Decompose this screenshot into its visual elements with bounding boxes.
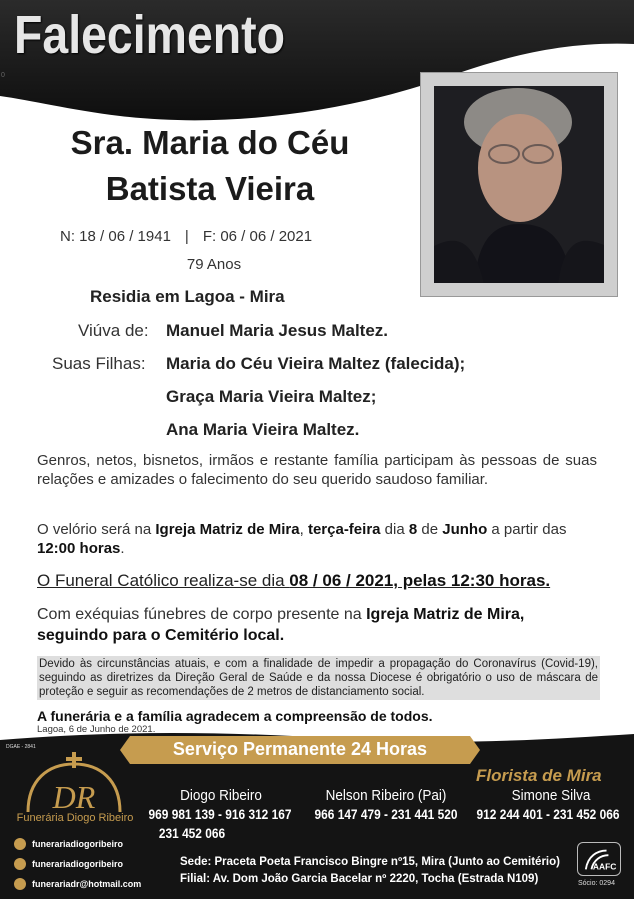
contact-phone[interactable]: 966 147 479 - 231 441 520 — [314, 806, 458, 822]
member-number: Sócio: 0294 — [578, 880, 615, 887]
exequies-cemetery: seguindo para o Cemitério local. — [37, 627, 285, 644]
wake-place: Igreja Matriz de Mira — [155, 521, 300, 538]
exequies-place: Igreja Matriz de Mira, — [366, 606, 525, 623]
age: 79 Anos — [186, 256, 242, 273]
page-title: Falecimento — [14, 5, 285, 65]
instagram-handle[interactable]: funerariadiogoribeiro — [32, 859, 124, 869]
instagram-icon — [14, 858, 26, 870]
contact-name: Simone Silva — [511, 787, 591, 804]
funeral-datetime: 08 / 06 / 2021, pelas 12:30 horas. — [289, 571, 551, 590]
portrait-frame — [420, 72, 618, 297]
daughter-item: Graça Maria Vieira Maltez; — [166, 387, 377, 406]
contact-phone[interactable]: 969 981 139 - 916 312 167 — [148, 806, 292, 822]
service-banner: Serviço Permanente 24 Horas — [172, 739, 428, 759]
life-dates — [60, 228, 312, 245]
contact-phone[interactable]: 912 244 401 - 231 452 066 — [476, 806, 620, 822]
contact-name: Diogo Ribeiro — [180, 787, 262, 804]
daughter-item: Maria do Céu Vieira Maltez (falecida); — [166, 354, 466, 373]
deceased-name-line1: Sra. Maria do Céu — [70, 124, 350, 161]
wake-day: terça-feira — [307, 521, 381, 538]
portrait-photo — [434, 86, 604, 283]
wake-month: Junho — [442, 521, 488, 538]
widow-label: Viúva de: — [78, 321, 149, 340]
address-headquarters: Sede: Praceta Poeta Francisco Bingre nº15, Mira (Junto ao Cemitério) — [180, 856, 560, 868]
wake-time: 12:00 horas — [37, 540, 121, 557]
wake-info: O velório será na Igreja Matriz de Mira, terça-feira dia 8 de Junho a partir das 12:00 horas. — [37, 521, 567, 557]
birth-date: N: 18 / 06 / 1941 — [60, 228, 171, 245]
funeral-info: O Funeral Católico realiza-se dia 08 / 06 / 2021, pelas 12:30 horas. — [37, 571, 551, 590]
funeral-home-logo — [16, 752, 132, 842]
facebook-icon — [14, 838, 26, 850]
daughter-item: Ana Maria Vieira Maltez. — [166, 420, 360, 439]
logo-caption: Funerária Diogo Ribeiro — [16, 812, 134, 824]
residence: Residia em Lagoa - Mira — [90, 287, 285, 306]
logo-initials: DR — [52, 779, 96, 815]
florist-brand: Florista de Mira — [476, 766, 602, 785]
wake-date: 8 — [408, 521, 418, 538]
email-icon — [14, 878, 26, 890]
facebook-handle[interactable]: funerariadiogoribeiro — [32, 839, 124, 849]
aafc-text: AAFC — [592, 861, 617, 872]
aafc-logo — [577, 842, 621, 876]
address-branch: Filial: Av. Dom João Garcia Bacelar nº 2220, Tocha (Estrada N109) — [180, 873, 539, 885]
thanks-message: A funerária e a família agradecem a compreensão de todos. — [37, 708, 433, 724]
place-date: Lagoa, 6 de Junho de 2021. — [37, 724, 156, 735]
corner-mark: 0 — [1, 72, 5, 79]
widow-value: Manuel Maria Jesus Maltez. — [166, 321, 389, 340]
email-address[interactable]: funerariadr@hotmail.com — [32, 879, 142, 889]
family-announcement: Genros, netos, bisnetos, irmãos e restante família participam às pessoas de suas relações e amizades o falecimento do seu querido saudoso familiar. — [37, 452, 597, 488]
daughters-label: Suas Filhas: — [52, 354, 146, 373]
date-separator: | — [184, 228, 189, 245]
contact-phone[interactable]: 231 452 066 — [158, 825, 226, 841]
death-date: F: 06 / 06 / 2021 — [202, 228, 313, 245]
dgae-code: DGAE - 2841 — [6, 744, 36, 750]
exequies-info: Com exéquias fúnebres de corpo presente na Igreja Matriz de Mira, seguindo para o Cemitério local. — [37, 606, 525, 644]
deceased-name-line2: Batista Vieira — [105, 170, 315, 207]
contact-name: Nelson Ribeiro (Pai) — [325, 787, 447, 804]
covid-notice: Devido às circunstâncias atuais, e com a finalidade de impedir a propagação do Coronavírus (Covid-19), seguindo as diretrizes da Direção Geral de Saúde e da nossa Diocese é obrigatório o uso de máscara de proteção e seguir as recomendações de 2 metros de distanciamento social. — [39, 658, 598, 698]
